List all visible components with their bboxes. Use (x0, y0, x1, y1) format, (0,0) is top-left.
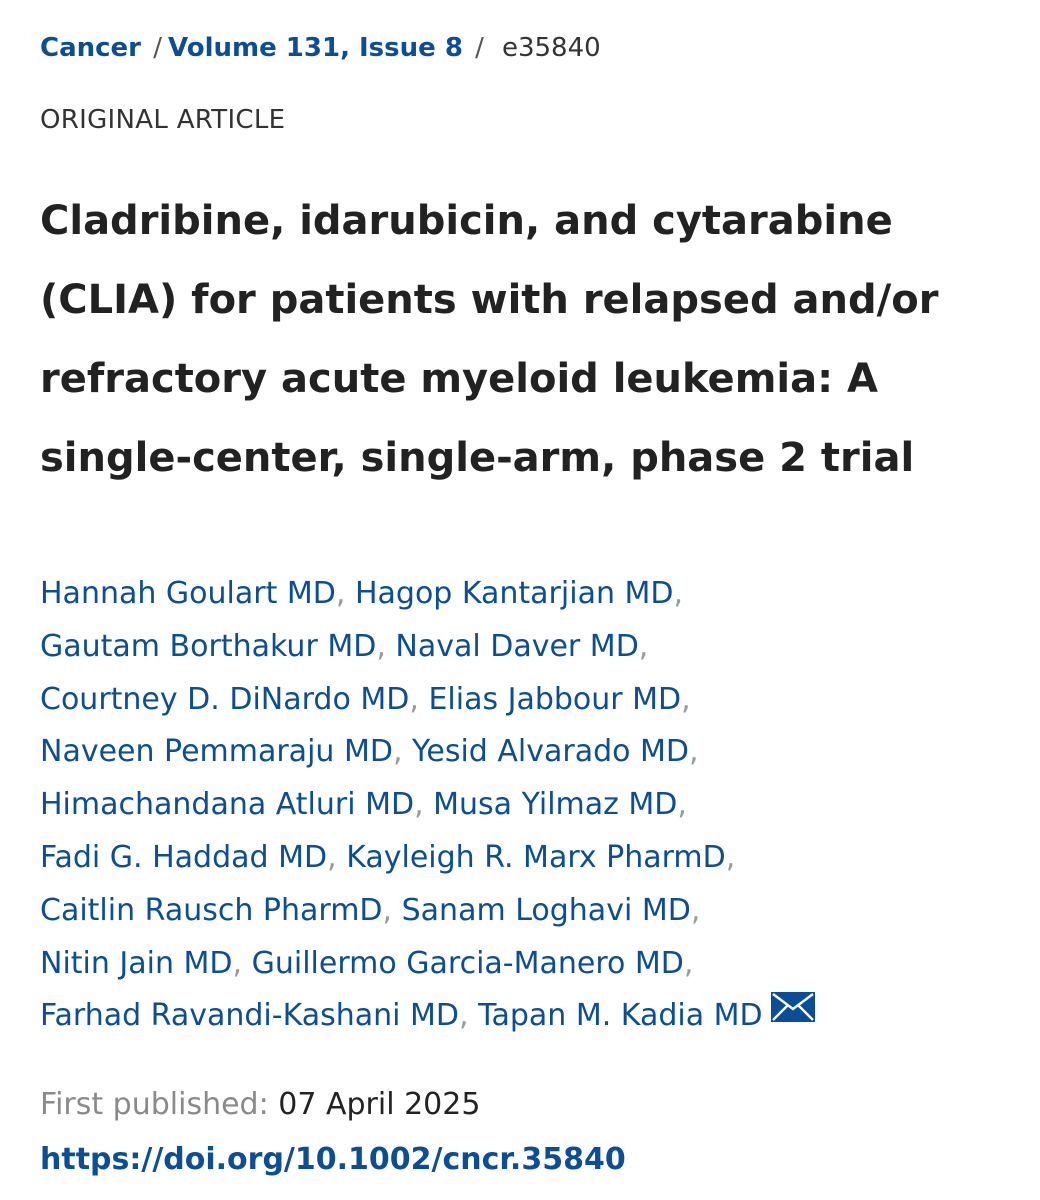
author-separator: , (677, 787, 687, 823)
author-separator: , (673, 576, 684, 611)
author-separator: , (638, 628, 649, 664)
author-separator: , (414, 787, 424, 823)
author-link[interactable]: Musa Yilmaz MD (433, 787, 678, 823)
author-link[interactable]: Kayleigh R. Marx PharmD (346, 839, 726, 875)
author-link[interactable]: Farhad Ravandi-Kashani MD (40, 998, 460, 1034)
article-title-line: refractory acute myeloid leukemia: A (40, 356, 878, 402)
breadcrumb-journal-link[interactable]: Cancer (40, 33, 142, 63)
author-line (40, 885, 1030, 938)
author-separator: , (409, 681, 419, 717)
author-line (40, 779, 1030, 832)
author-line (40, 938, 1030, 991)
author-separator: , (392, 734, 403, 770)
breadcrumb-issue-link[interactable]: Volume 131, Issue 8 (168, 33, 463, 63)
author-link-corresponding[interactable]: Tapan M. Kadia MD (478, 998, 763, 1034)
author-link[interactable]: Naval Daver MD (395, 628, 639, 664)
author-separator: , (232, 945, 243, 981)
author-link[interactable]: Hagop Kantarjian MD (354, 576, 674, 611)
envelope-icon[interactable] (771, 987, 815, 1040)
breadcrumb-separator: / (145, 33, 163, 63)
author-link[interactable]: Yesid Alvarado MD (412, 734, 690, 770)
article-title-line: (CLIA) for patients with relapsed and/or (40, 277, 939, 323)
first-published-label: First published: (40, 1087, 269, 1122)
author-link[interactable]: Nitin Jain MD (40, 945, 233, 981)
author-separator: , (376, 628, 386, 664)
author-link[interactable]: Gautam Borthakur MD (40, 628, 377, 664)
author-link[interactable]: Courtney D. DiNardo MD (40, 681, 410, 717)
article-id: e35840 (501, 33, 601, 63)
author-link[interactable]: Caitlin Rausch PharmD (40, 892, 383, 928)
author-line (40, 568, 1030, 621)
author-separator: , (725, 839, 736, 875)
author-separator: , (689, 734, 699, 770)
article-title-line: single-center, single-arm, phase 2 trial (40, 435, 915, 481)
author-line (40, 726, 1030, 779)
author-link[interactable]: Himachandana Atluri MD (40, 787, 415, 823)
author-separator: , (681, 681, 691, 717)
author-line (40, 832, 1030, 885)
breadcrumb (40, 30, 601, 66)
author-separator: , (683, 945, 694, 981)
author-list (40, 568, 1030, 1043)
author-separator: , (335, 576, 346, 611)
author-line (40, 674, 1030, 727)
author-line (40, 990, 1030, 1043)
author-line (40, 621, 1030, 674)
publication-info (40, 1083, 480, 1127)
author-link[interactable]: Fadi G. Haddad MD (40, 839, 328, 875)
doi-link[interactable]: https://doi.org/10.1002/cncr.35840 (40, 1142, 626, 1177)
first-published-date: 07 April 2025 (278, 1087, 481, 1122)
article-title (40, 182, 1000, 498)
author-link[interactable]: Hannah Goulart MD (40, 576, 336, 611)
article-title-line: Cladribine, idarubicin, and cytarabine (40, 198, 893, 244)
breadcrumb-separator: / (466, 33, 484, 63)
author-separator: , (382, 892, 393, 928)
author-separator: , (459, 998, 469, 1034)
author-separator: , (690, 892, 701, 928)
author-link[interactable]: Guillermo Garcia-Manero MD (251, 945, 684, 981)
author-link[interactable]: Sanam Loghavi MD (401, 892, 691, 928)
article-type-label: ORIGINAL ARTICLE (40, 105, 286, 135)
author-link[interactable]: Naveen Pemmaraju MD (40, 734, 393, 770)
author-separator: , (327, 839, 337, 875)
author-link[interactable]: Elias Jabbour MD (428, 681, 682, 717)
